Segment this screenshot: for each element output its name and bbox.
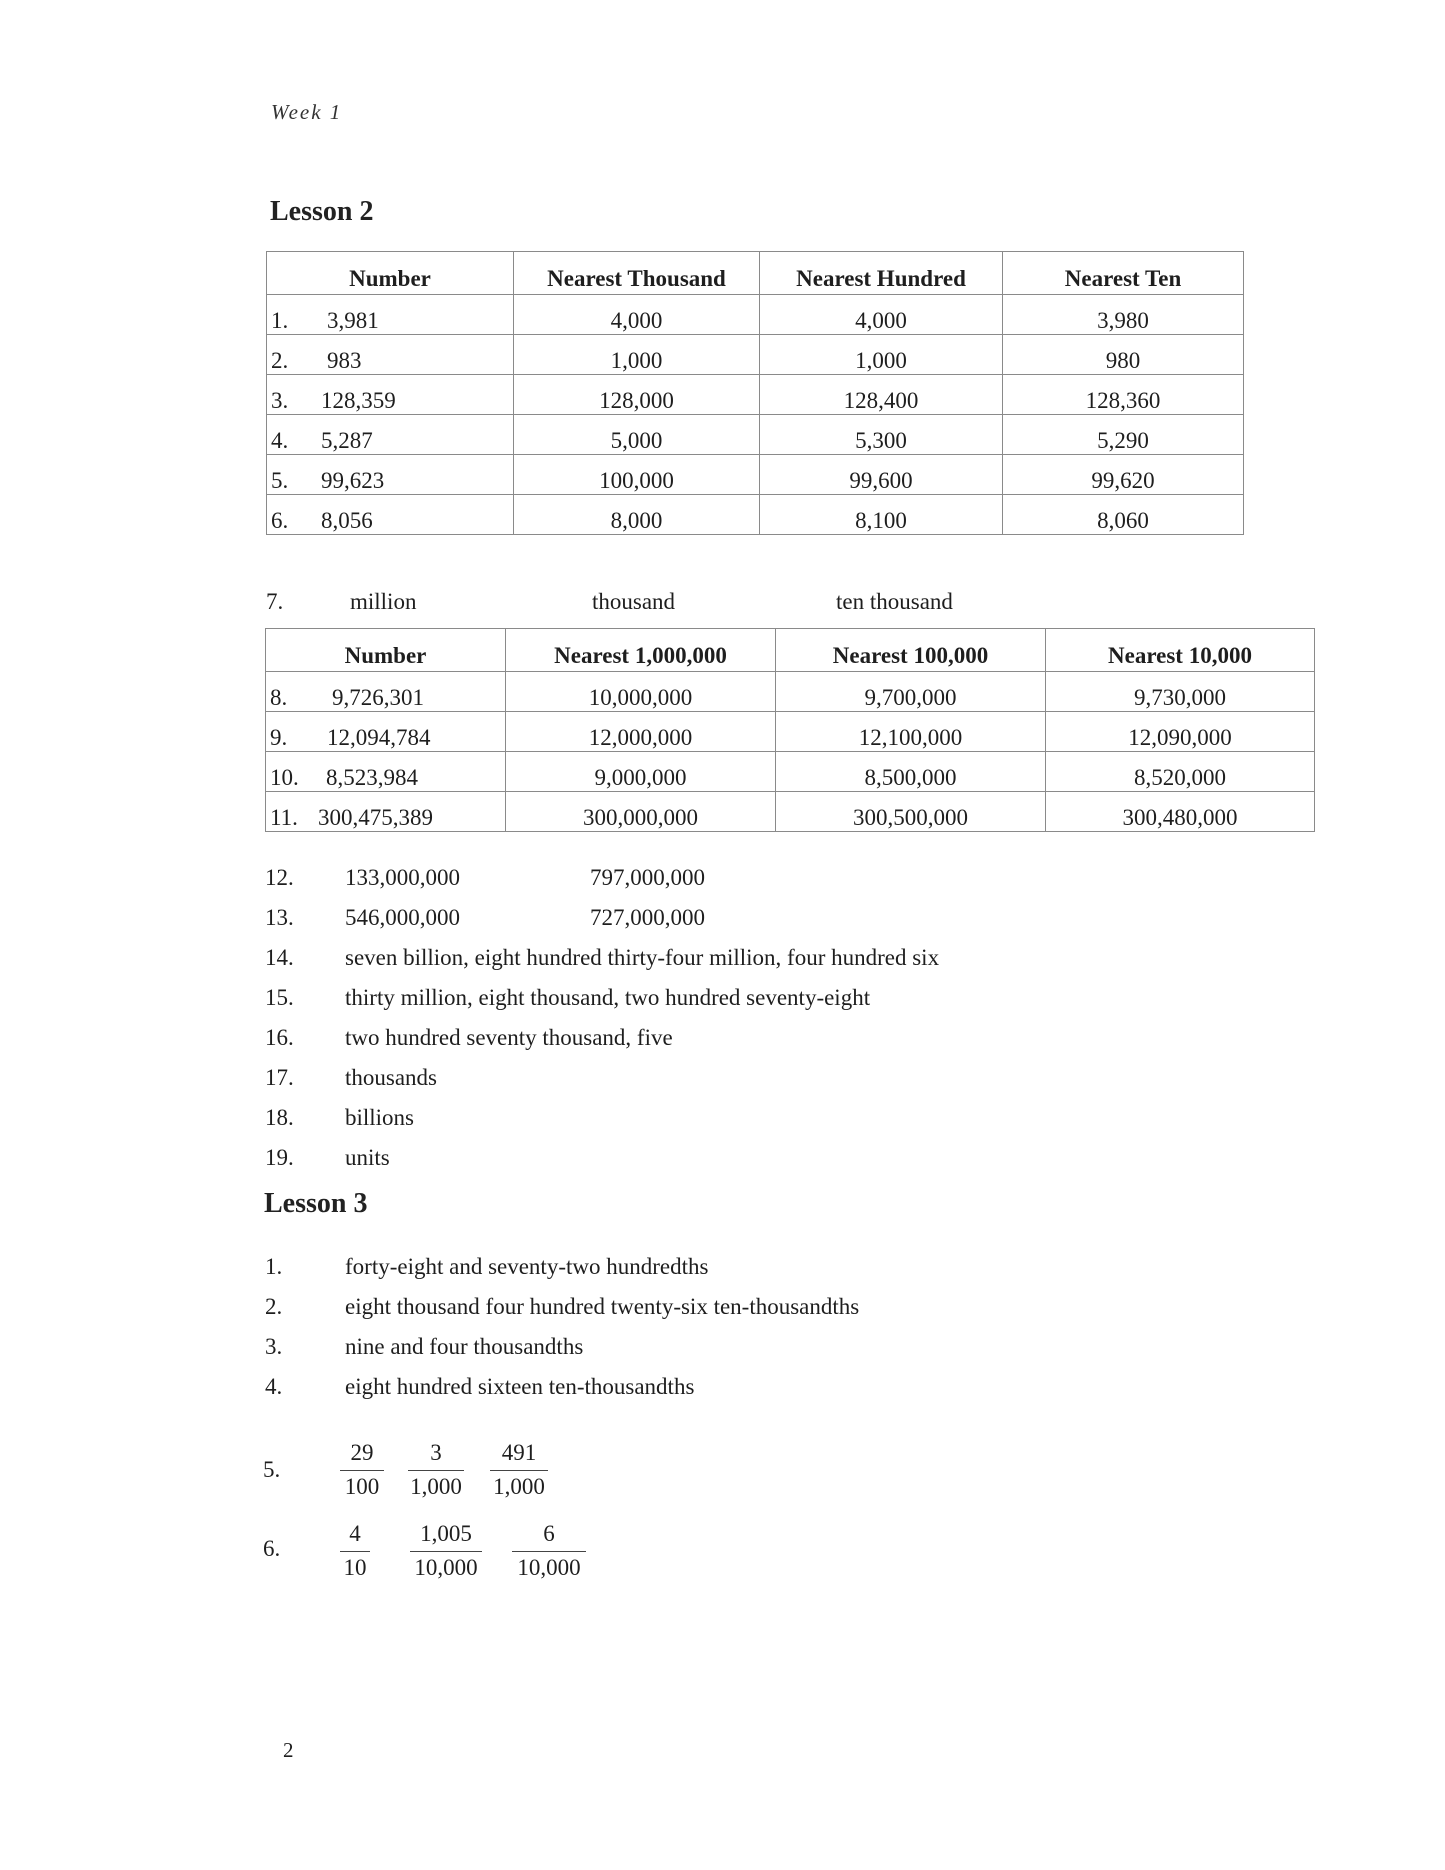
header-nearest-hundred: Nearest Hundred: [760, 252, 1003, 295]
header-nearest-thousand: Nearest Thousand: [514, 252, 760, 295]
rounding-table-2: [265, 628, 1315, 832]
cell-ten-thousand: 9,730,000: [1046, 672, 1315, 712]
fraction-numerator: 4: [340, 1521, 370, 1552]
table-header-row: [267, 252, 1244, 295]
list-item-index: 13.: [265, 905, 294, 930]
lesson-2-title: Lesson 2: [270, 196, 374, 227]
fraction-item-5-index: 5.: [263, 1457, 281, 1482]
list-item-index: 3.: [265, 1334, 283, 1359]
cell-thousand: 100,000: [514, 455, 760, 495]
row-index: 6.: [271, 508, 289, 533]
table-row: [266, 712, 1315, 752]
cell-million: 9,000,000: [506, 752, 776, 792]
cell-thousand: 5,000: [514, 415, 760, 455]
fraction-numerator: 1,005: [410, 1521, 482, 1552]
list-item-index: 16.: [265, 1025, 294, 1050]
fraction-numerator: 491: [490, 1440, 548, 1471]
list-item-answer: eight thousand four hundred twenty-six ten-thousandths: [345, 1294, 860, 1319]
row-index: 5.: [271, 468, 289, 493]
cell-hundred: 4,000: [760, 295, 1003, 335]
cell-million: 12,000,000: [506, 712, 776, 752]
list-item-index: 17.: [265, 1065, 294, 1090]
cell-number: [267, 415, 514, 455]
list-item-answer: eight hundred sixteen ten-thousandths: [345, 1374, 695, 1399]
fraction: [512, 1521, 586, 1581]
fraction-denominator: 10: [343, 1555, 367, 1580]
cell-number: [267, 495, 514, 535]
header-nearest-ten-thousand: Nearest 10,000: [1046, 629, 1315, 672]
cell-ten-thousand: 12,090,000: [1046, 712, 1315, 752]
table-row: [267, 295, 1244, 335]
list-item-answer: billions: [345, 1105, 415, 1130]
number-value: 5,287: [321, 428, 373, 453]
number-value: 983: [327, 348, 362, 373]
number-value: 8,056: [321, 508, 373, 533]
list-item-index: 14.: [265, 945, 294, 970]
cell-ten-thousand: 300,480,000: [1046, 792, 1315, 832]
number-value: 8,523,984: [326, 765, 418, 790]
cell-ten: 980: [1003, 335, 1244, 375]
number-value: 3,981: [327, 308, 379, 333]
week-label: Week 1: [271, 100, 343, 124]
number-value: 99,623: [321, 468, 385, 493]
table-row: [267, 415, 1244, 455]
list-item-answer: units: [345, 1145, 390, 1170]
item-7-answer-3: ten thousand: [836, 589, 953, 614]
list-item-answer-2: 727,000,000: [590, 905, 705, 930]
row-index: 4.: [271, 428, 289, 453]
cell-hundred-thousand: 8,500,000: [776, 752, 1046, 792]
cell-number: [267, 295, 514, 335]
cell-ten: 8,060: [1003, 495, 1244, 535]
rounding-table-1: [266, 251, 1244, 535]
cell-number: [267, 375, 514, 415]
cell-million: 300,000,000: [506, 792, 776, 832]
item-7-answer-1: million: [350, 589, 417, 614]
fraction: [340, 1440, 384, 1500]
table-header-row: [266, 629, 1315, 672]
cell-thousand: 128,000: [514, 375, 760, 415]
list-item-answer: thirty million, eight thousand, two hundred seventy-eight: [345, 985, 871, 1010]
row-index: 1.: [271, 308, 289, 333]
cell-hundred-thousand: 12,100,000: [776, 712, 1046, 752]
cell-thousand: 4,000: [514, 295, 760, 335]
header-nearest-hundred-thousand: Nearest 100,000: [776, 629, 1046, 672]
cell-hundred-thousand: 300,500,000: [776, 792, 1046, 832]
page-number: 2: [283, 1738, 294, 1762]
fraction-numerator: 29: [340, 1440, 384, 1471]
fraction: [490, 1440, 548, 1500]
fraction-denominator: 1,000: [410, 1474, 462, 1499]
fraction-numerator: 6: [512, 1521, 586, 1552]
list-item-answer: two hundred seventy thousand, five: [345, 1025, 673, 1050]
row-index: 8.: [270, 685, 288, 710]
cell-hundred: 8,100: [760, 495, 1003, 535]
list-item-index: 4.: [265, 1374, 283, 1399]
cell-number: [267, 455, 514, 495]
header-number: Number: [267, 252, 514, 295]
row-index: 11.: [270, 805, 298, 830]
list-item-answer: thousands: [345, 1065, 437, 1090]
list-item-index: 2.: [265, 1294, 283, 1319]
number-value: 128,359: [321, 388, 396, 413]
table-row: [266, 752, 1315, 792]
number-value: 300,475,389: [318, 805, 433, 830]
list-item-answer: forty-eight and seventy-two hundredths: [345, 1254, 709, 1279]
cell-number: [266, 792, 506, 832]
cell-hundred: 1,000: [760, 335, 1003, 375]
fraction-item-6-index: 6.: [263, 1536, 281, 1561]
cell-thousand: 1,000: [514, 335, 760, 375]
cell-number: [267, 335, 514, 375]
item-7-answer-2: thousand: [592, 589, 676, 614]
row-index: 3.: [271, 388, 289, 413]
list-item-answer-2: 797,000,000: [590, 865, 705, 890]
cell-number: [266, 672, 506, 712]
cell-hundred: 99,600: [760, 455, 1003, 495]
cell-hundred-thousand: 9,700,000: [776, 672, 1046, 712]
cell-million: 10,000,000: [506, 672, 776, 712]
table-row: [267, 335, 1244, 375]
cell-ten: 99,620: [1003, 455, 1244, 495]
list-item-index: 18.: [265, 1105, 294, 1130]
table-row: [267, 455, 1244, 495]
cell-hundred: 128,400: [760, 375, 1003, 415]
cell-ten: 128,360: [1003, 375, 1244, 415]
cell-number: [266, 752, 506, 792]
fraction-denominator: 100: [344, 1474, 380, 1499]
list-item-answer: seven billion, eight hundred thirty-four million, four hundred six: [345, 945, 940, 970]
fraction: [408, 1440, 464, 1500]
header-number: Number: [266, 629, 506, 672]
header-nearest-million: Nearest 1,000,000: [506, 629, 776, 672]
row-index: 10.: [270, 765, 299, 790]
list-item-answer: nine and four thousandths: [345, 1334, 584, 1359]
fraction: [410, 1521, 482, 1581]
fraction-denominator: 10,000: [414, 1555, 478, 1580]
fraction: [340, 1521, 370, 1581]
list-item-index: 12.: [265, 865, 294, 890]
list-item-index: 15.: [265, 985, 294, 1010]
list-item-answer: 546,000,000: [345, 905, 460, 930]
cell-hundred: 5,300: [760, 415, 1003, 455]
list-item-index: 19.: [265, 1145, 294, 1170]
fraction-numerator: 3: [408, 1440, 464, 1471]
cell-ten-thousand: 8,520,000: [1046, 752, 1315, 792]
row-index: 2.: [271, 348, 289, 373]
table-row: [267, 375, 1244, 415]
number-value: 12,094,784: [327, 725, 431, 750]
cell-number: [266, 712, 506, 752]
table-row: [266, 672, 1315, 712]
lesson-3-title: Lesson 3: [264, 1188, 368, 1219]
item-7-index: 7.: [266, 589, 284, 614]
cell-ten: 5,290: [1003, 415, 1244, 455]
list-item-index: 1.: [265, 1254, 283, 1279]
table-row: [267, 495, 1244, 535]
table-row: [266, 792, 1315, 832]
cell-ten: 3,980: [1003, 295, 1244, 335]
fraction-denominator: 1,000: [493, 1474, 545, 1499]
cell-thousand: 8,000: [514, 495, 760, 535]
row-index: 9.: [270, 725, 288, 750]
list-item-answer: 133,000,000: [345, 865, 460, 890]
number-value: 9,726,301: [332, 685, 424, 710]
header-nearest-ten: Nearest Ten: [1003, 252, 1244, 295]
fraction-denominator: 10,000: [517, 1555, 581, 1580]
